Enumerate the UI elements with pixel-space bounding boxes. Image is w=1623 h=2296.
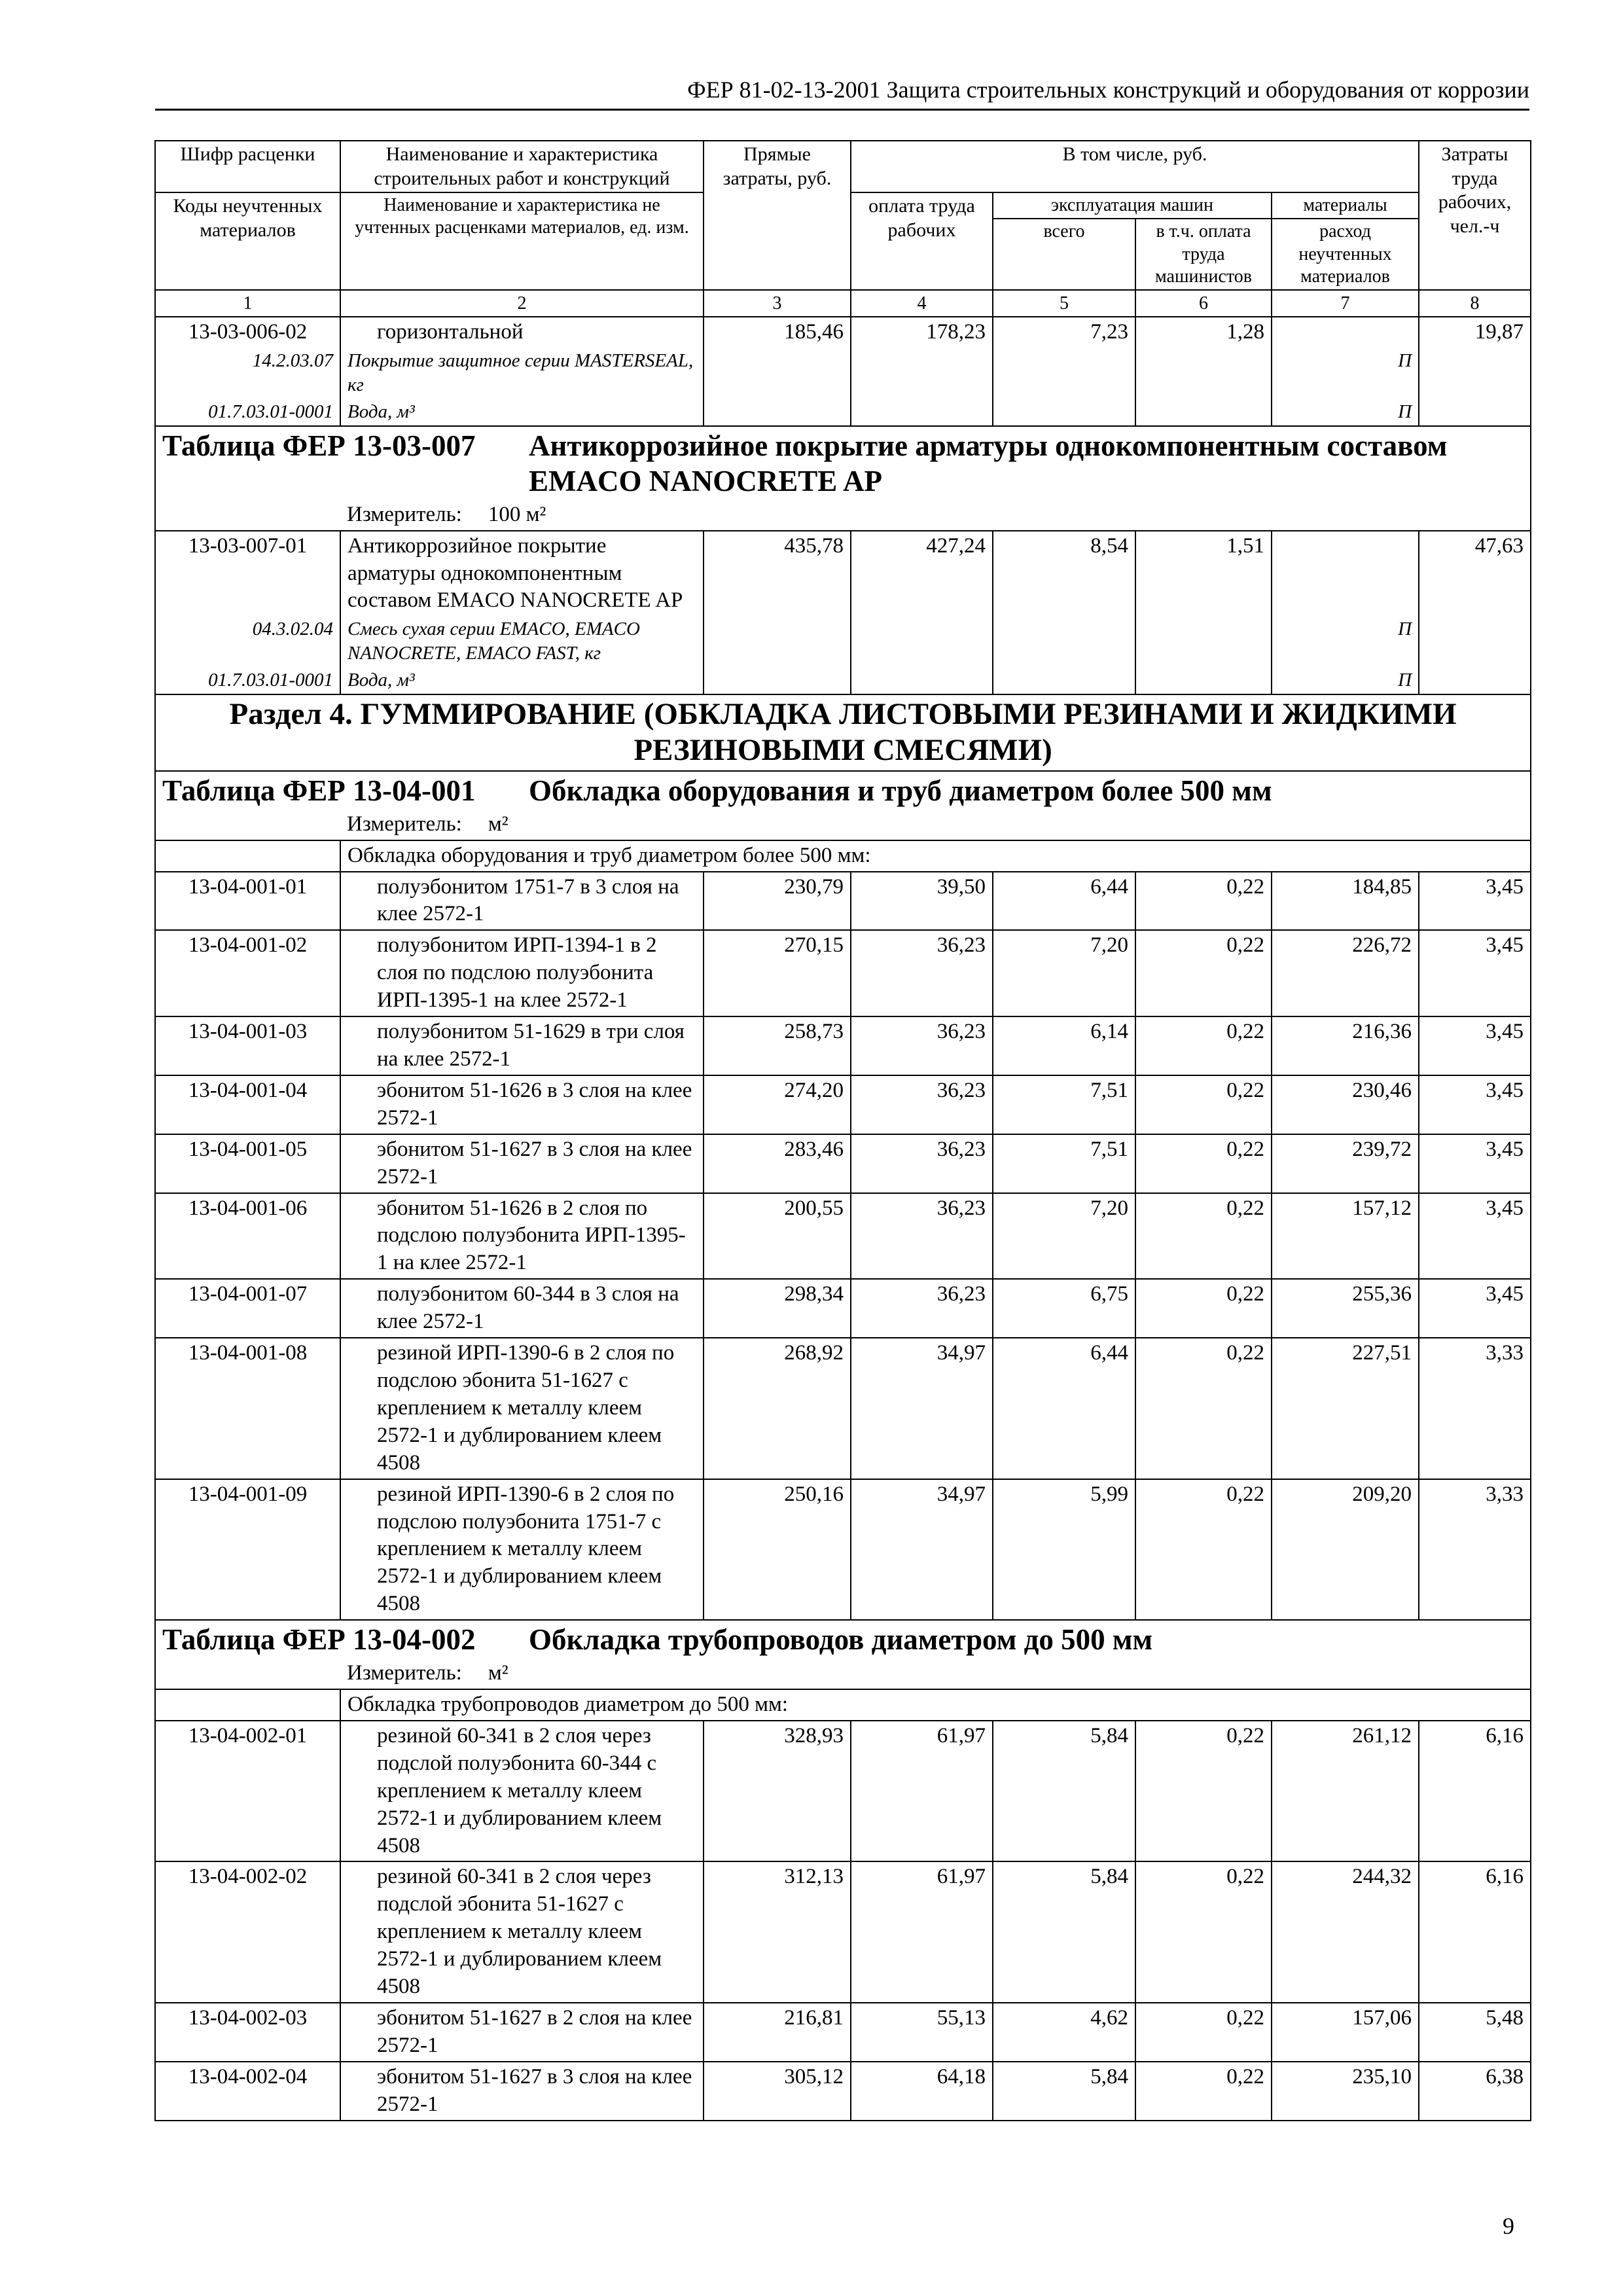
direct-cost: 312,13 — [704, 1861, 851, 2003]
wage-cost: 36,23 — [851, 1016, 993, 1075]
col-labor-header: Затраты труда рабочих, чел.-ч — [1419, 141, 1531, 290]
materials-cost: 261,12 — [1272, 1721, 1419, 1862]
wage-cost: 34,97 — [851, 1479, 993, 1621]
wage-cost: 36,23 — [851, 1075, 993, 1134]
wage-cost: 34,97 — [851, 1338, 993, 1479]
material-code: 14.2.03.07 — [155, 348, 340, 399]
measure — [340, 810, 1531, 840]
materials-cost: 235,10 — [1272, 2062, 1419, 2121]
table-title — [155, 426, 1531, 500]
material-use: П — [1272, 616, 1419, 667]
machine-total: 5,84 — [993, 1861, 1135, 2003]
material-code: 01.7.03.01-0001 — [155, 399, 340, 426]
empty-cell — [155, 1689, 340, 1721]
labor-hours: 3,45 — [1419, 1279, 1531, 1338]
wage-cost: 36,23 — [851, 1279, 993, 1338]
machine-total: 4,62 — [993, 2003, 1135, 2062]
direct-cost: 298,34 — [704, 1279, 851, 1338]
empty-cell — [1419, 399, 1531, 426]
work-name: полуэбонитом 1751-7 в 3 слоя на клее 2572-1 — [340, 872, 704, 931]
work-name: резиной 60-341 в 2 слоя через подслой полуэбонита 60-344 с креплением к металлу клеем 2572-1 и дублированием клеем 4508 — [340, 1721, 704, 1862]
price-table — [154, 140, 1531, 2121]
materials-cost: 226,72 — [1272, 930, 1419, 1016]
work-name: эбонитом 51-1627 в 3 слоя на клее 2572-1 — [340, 1134, 704, 1193]
table-name: Обкладка трубопроводов диаметром до 500 мм — [529, 1623, 1153, 1657]
measure-unit: м² — [488, 812, 508, 836]
price-row — [155, 1479, 1531, 1621]
direct-cost: 185,46 — [704, 317, 851, 348]
labor-hours: 3,45 — [1419, 1016, 1531, 1075]
material-use: П — [1272, 667, 1419, 694]
price-row — [155, 930, 1531, 1016]
labor-hours: 5,48 — [1419, 2003, 1531, 2062]
col-wage-header: оплата труда рабочих — [851, 192, 993, 290]
rate-code: 13-04-001-04 — [155, 1075, 340, 1134]
materials-cost: 230,46 — [1272, 1075, 1419, 1134]
rate-code: 13-04-001-05 — [155, 1134, 340, 1193]
work-name: эбонитом 51-1626 в 3 слоя на клее 2572-1 — [340, 1075, 704, 1134]
labor-hours: 47,63 — [1419, 531, 1531, 617]
labor-hours: 6,16 — [1419, 1861, 1531, 2003]
col-number: 4 — [851, 290, 993, 317]
machine-wage: 0,22 — [1135, 930, 1272, 1016]
rate-code: 13-03-006-02 — [155, 317, 340, 348]
materials-cost: 216,36 — [1272, 1016, 1419, 1075]
labor-hours: 19,87 — [1419, 317, 1531, 348]
wage-cost: 55,13 — [851, 2003, 993, 2062]
col-number: 3 — [704, 290, 851, 317]
direct-cost: 268,92 — [704, 1338, 851, 1479]
direct-cost: 435,78 — [704, 531, 851, 617]
labor-hours: 3,45 — [1419, 930, 1531, 1016]
machine-wage: 0,22 — [1135, 1075, 1272, 1134]
machine-wage: 0,22 — [1135, 1193, 1272, 1280]
materials-cost: 244,32 — [1272, 1861, 1419, 2003]
materials-cost — [1272, 317, 1419, 348]
wage-cost: 39,50 — [851, 872, 993, 931]
col-machines-header: эксплуатация машин — [993, 192, 1272, 219]
machine-wage: 0,22 — [1135, 1016, 1272, 1075]
material-code: 04.3.02.04 — [155, 616, 340, 667]
labor-hours: 3,45 — [1419, 1193, 1531, 1280]
machine-wage: 0,22 — [1135, 872, 1272, 931]
rate-code: 13-04-001-09 — [155, 1479, 340, 1621]
machine-total: 7,20 — [993, 930, 1135, 1016]
wage-cost: 427,24 — [851, 531, 993, 617]
group-title: Обкладка оборудования и труб диаметром более 500 мм: — [340, 840, 1531, 872]
machine-wage: 0,22 — [1135, 1338, 1272, 1479]
col-total-header: всего — [993, 219, 1135, 289]
materials-cost: 209,20 — [1272, 1479, 1419, 1621]
page-header: ФЕР 81-02-13-2001 Защита строительных конструкций и оборудования от коррозии — [155, 73, 1529, 111]
direct-cost: 305,12 — [704, 2062, 851, 2121]
material-row — [155, 667, 1531, 694]
machine-wage: 0,22 — [1135, 1861, 1272, 2003]
measure-row — [155, 500, 1531, 531]
rate-code: 13-04-002-02 — [155, 1861, 340, 2003]
rate-code: 13-04-001-06 — [155, 1193, 340, 1280]
empty-cell — [993, 616, 1135, 667]
direct-cost: 200,55 — [704, 1193, 851, 1280]
header-row-1 — [155, 141, 1531, 192]
empty-cell — [1135, 348, 1272, 399]
col-mat-use-header: расход неучтенных материалов — [1272, 219, 1419, 289]
work-name: резиной ИРП-1390-6 в 2 слоя по подслою эбонита 51-1627 с креплением к металлу клеем 2572-1 и дублированием клеем 4508 — [340, 1338, 704, 1479]
empty-cell — [704, 667, 851, 694]
machine-total: 8,54 — [993, 531, 1135, 617]
price-row — [155, 2062, 1531, 2121]
empty-cell — [1419, 667, 1531, 694]
work-name: полуэбонитом ИРП-1394-1 в 2 слоя по подслою полуэбонита ИРП-1395-1 на клее 2572-1 — [340, 930, 704, 1016]
empty-cell — [1419, 348, 1531, 399]
price-row — [155, 2003, 1531, 2062]
wage-cost: 61,97 — [851, 1861, 993, 2003]
rate-code: 13-03-007-01 — [155, 531, 340, 617]
work-name: эбонитом 51-1627 в 3 слоя на клее 2572-1 — [340, 2062, 704, 2121]
col-number: 1 — [155, 290, 340, 317]
empty-cell — [851, 667, 993, 694]
table-code: Таблица ФЕР 13-03-007 — [162, 429, 476, 462]
wage-cost: 61,97 — [851, 1721, 993, 1862]
col-name-header: Наименование и характеристика строительных работ и конструкций — [340, 141, 704, 192]
machine-wage: 0,22 — [1135, 2003, 1272, 2062]
rate-code: 13-04-001-07 — [155, 1279, 340, 1338]
col-materials-header: материалы — [1272, 192, 1419, 219]
table-title-row — [155, 426, 1531, 500]
work-name: Антикоррозийное покрытие арматуры однокомпонентным составом EMACO NANOCRETE AP — [340, 531, 704, 617]
machine-total: 6,44 — [993, 1338, 1135, 1479]
machine-total: 7,23 — [993, 317, 1135, 348]
price-row — [155, 1861, 1531, 2003]
section-title: Раздел 4. ГУММИРОВАНИЕ (ОБКЛАДКА ЛИСТОВЫМИ РЕЗИНАМИ И ЖИДКИМИ РЕЗИНОВЫМИ СМЕСЯМИ) — [155, 694, 1531, 771]
price-row — [155, 1016, 1531, 1075]
machine-wage: 0,22 — [1135, 2062, 1272, 2121]
direct-cost: 258,73 — [704, 1016, 851, 1075]
price-row — [155, 531, 1531, 617]
empty-cell — [993, 667, 1135, 694]
labor-hours: 6,16 — [1419, 1721, 1531, 1862]
materials-cost: 157,12 — [1272, 1193, 1419, 1280]
col-name2-header: Наименование и характеристика не учтенных расценками материалов, ед. изм. — [340, 192, 704, 290]
labor-hours: 3,33 — [1419, 1338, 1531, 1479]
empty-cell — [155, 1659, 340, 1689]
col-number: 7 — [1272, 290, 1419, 317]
wage-cost: 36,23 — [851, 1193, 993, 1280]
table-name: Обкладка оборудования и труб диаметром более 500 мм — [529, 774, 1272, 807]
price-row — [155, 1338, 1531, 1479]
measure-label: Измеритель: — [347, 1661, 462, 1685]
empty-cell — [993, 399, 1135, 426]
measure-label: Измеритель: — [347, 502, 462, 526]
empty-cell — [851, 616, 993, 667]
col-incl-header: В том числе, руб. — [851, 141, 1419, 192]
direct-cost: 328,93 — [704, 1721, 851, 1862]
col-number: 2 — [340, 290, 704, 317]
labor-hours: 3,45 — [1419, 872, 1531, 931]
price-row — [155, 1721, 1531, 1862]
rate-code: 13-04-002-04 — [155, 2062, 340, 2121]
machine-total: 7,51 — [993, 1075, 1135, 1134]
work-name: резиной ИРП-1390-6 в 2 слоя по подслою полуэбонита 1751-7 с креплением к металлу клеем 2572-1 и дублированием клеем 4508 — [340, 1479, 704, 1621]
group-row — [155, 840, 1531, 872]
table-title — [155, 771, 1531, 810]
direct-cost: 230,79 — [704, 872, 851, 931]
measure — [340, 1659, 1531, 1689]
table-code: Таблица ФЕР 13-04-002 — [162, 1623, 476, 1657]
col-number: 8 — [1419, 290, 1531, 317]
wage-cost: 64,18 — [851, 2062, 993, 2121]
measure-unit: 100 м² — [488, 502, 546, 526]
rate-code: 13-04-002-03 — [155, 2003, 340, 2062]
empty-cell — [704, 399, 851, 426]
empty-cell — [851, 348, 993, 399]
material-name: Вода, м³ — [340, 667, 704, 694]
empty-cell — [1135, 667, 1272, 694]
material-name: Вода, м³ — [340, 399, 704, 426]
labor-hours: 3,33 — [1419, 1479, 1531, 1621]
material-name: Смесь сухая серии EMACO, EMACO NANOCRETE, EMACO FAST, кг — [340, 616, 704, 667]
price-row — [155, 317, 1531, 348]
material-row — [155, 616, 1531, 667]
measure-row — [155, 1659, 1531, 1689]
labor-hours: 3,45 — [1419, 1134, 1531, 1193]
table-name: Антикоррозийное покрытие арматуры однокомпонентным составом EMACO NANOCRETE AP — [529, 429, 1448, 497]
measure-row — [155, 810, 1531, 840]
group-row — [155, 1689, 1531, 1721]
empty-cell — [704, 348, 851, 399]
table-title-row — [155, 771, 1531, 810]
machine-wage: 0,22 — [1135, 1479, 1272, 1621]
machine-wage: 1,28 — [1135, 317, 1272, 348]
rate-code: 13-04-001-08 — [155, 1338, 340, 1479]
empty-cell — [155, 840, 340, 872]
rate-code: 13-04-001-02 — [155, 930, 340, 1016]
price-row — [155, 872, 1531, 931]
table-code: Таблица ФЕР 13-04-001 — [162, 774, 476, 807]
work-name: резиной 60-341 в 2 слоя через подслой эбонита 51-1627 с креплением к металлу клеем 2572-1 и дублированием клеем 4508 — [340, 1861, 704, 2003]
table-title-row — [155, 1620, 1531, 1659]
direct-cost: 274,20 — [704, 1075, 851, 1134]
rate-code: 13-04-001-01 — [155, 872, 340, 931]
price-row — [155, 1075, 1531, 1134]
machine-wage: 0,22 — [1135, 1721, 1272, 1862]
material-use: П — [1272, 399, 1419, 426]
materials-cost — [1272, 531, 1419, 617]
table-title — [155, 1620, 1531, 1659]
materials-cost: 239,72 — [1272, 1134, 1419, 1193]
rate-code: 13-04-001-03 — [155, 1016, 340, 1075]
material-code: 01.7.03.01-0001 — [155, 667, 340, 694]
group-title: Обкладка трубопроводов диаметром до 500 мм: — [340, 1689, 1531, 1721]
machine-wage: 0,22 — [1135, 1134, 1272, 1193]
empty-cell — [704, 616, 851, 667]
materials-cost: 227,51 — [1272, 1338, 1419, 1479]
price-row — [155, 1134, 1531, 1193]
measure-label: Измеритель: — [347, 812, 462, 836]
measure — [340, 500, 1531, 531]
direct-cost: 250,16 — [704, 1479, 851, 1621]
material-row — [155, 399, 1531, 426]
machine-wage: 1,51 — [1135, 531, 1272, 617]
materials-cost: 255,36 — [1272, 1279, 1419, 1338]
empty-cell — [851, 399, 993, 426]
direct-cost: 270,15 — [704, 930, 851, 1016]
col-code-header: Шифр расценки — [155, 141, 340, 192]
wage-cost: 36,23 — [851, 930, 993, 1016]
machine-total: 6,44 — [993, 872, 1135, 931]
page-number: 9 — [1503, 2213, 1514, 2239]
rate-code: 13-04-002-01 — [155, 1721, 340, 1862]
machine-total: 6,14 — [993, 1016, 1135, 1075]
col-direct-header: Прямые затраты, руб. — [704, 141, 851, 290]
materials-cost: 184,85 — [1272, 872, 1419, 931]
empty-cell — [1419, 616, 1531, 667]
empty-cell — [993, 348, 1135, 399]
col-number: 5 — [993, 290, 1135, 317]
wage-cost: 36,23 — [851, 1134, 993, 1193]
work-name: полуэбонитом 60-344 в 3 слоя на клее 2572-1 — [340, 1279, 704, 1338]
empty-cell — [155, 500, 340, 531]
price-row — [155, 1193, 1531, 1280]
material-name: Покрытие защитное серии MASTERSEAL, кг — [340, 348, 704, 399]
col-incl-wage-header: в т.ч. оплата труда машинистов — [1135, 219, 1272, 289]
empty-cell — [1135, 616, 1272, 667]
machine-wage: 0,22 — [1135, 1279, 1272, 1338]
machine-total: 5,99 — [993, 1479, 1135, 1621]
work-name: эбонитом 51-1627 в 2 слоя на клее 2572-1 — [340, 2003, 704, 2062]
machine-total: 6,75 — [993, 1279, 1135, 1338]
machine-total: 5,84 — [993, 2062, 1135, 2121]
material-row — [155, 348, 1531, 399]
labor-hours: 3,45 — [1419, 1075, 1531, 1134]
machine-total: 7,51 — [993, 1134, 1135, 1193]
direct-cost: 283,46 — [704, 1134, 851, 1193]
empty-cell — [1135, 399, 1272, 426]
direct-cost: 216,81 — [704, 2003, 851, 2062]
col-codes-uncounted-header: Коды неучтенных материалов — [155, 192, 340, 290]
measure-unit: м² — [488, 1661, 508, 1685]
work-name: полуэбонитом 51-1629 в три слоя на клее 2572-1 — [340, 1016, 704, 1075]
work-name: горизонтальной — [340, 317, 704, 348]
wage-cost: 178,23 — [851, 317, 993, 348]
machine-total: 7,20 — [993, 1193, 1135, 1280]
price-row — [155, 1279, 1531, 1338]
section-row — [155, 694, 1531, 771]
materials-cost: 157,06 — [1272, 2003, 1419, 2062]
empty-cell — [155, 810, 340, 840]
column-numbers-row — [155, 290, 1531, 317]
labor-hours: 6,38 — [1419, 2062, 1531, 2121]
machine-total: 5,84 — [993, 1721, 1135, 1862]
col-number: 6 — [1135, 290, 1272, 317]
work-name: эбонитом 51-1626 в 2 слоя по подслою полуэбонита ИРП-1395-1 на клее 2572-1 — [340, 1193, 704, 1280]
material-use: П — [1272, 348, 1419, 399]
